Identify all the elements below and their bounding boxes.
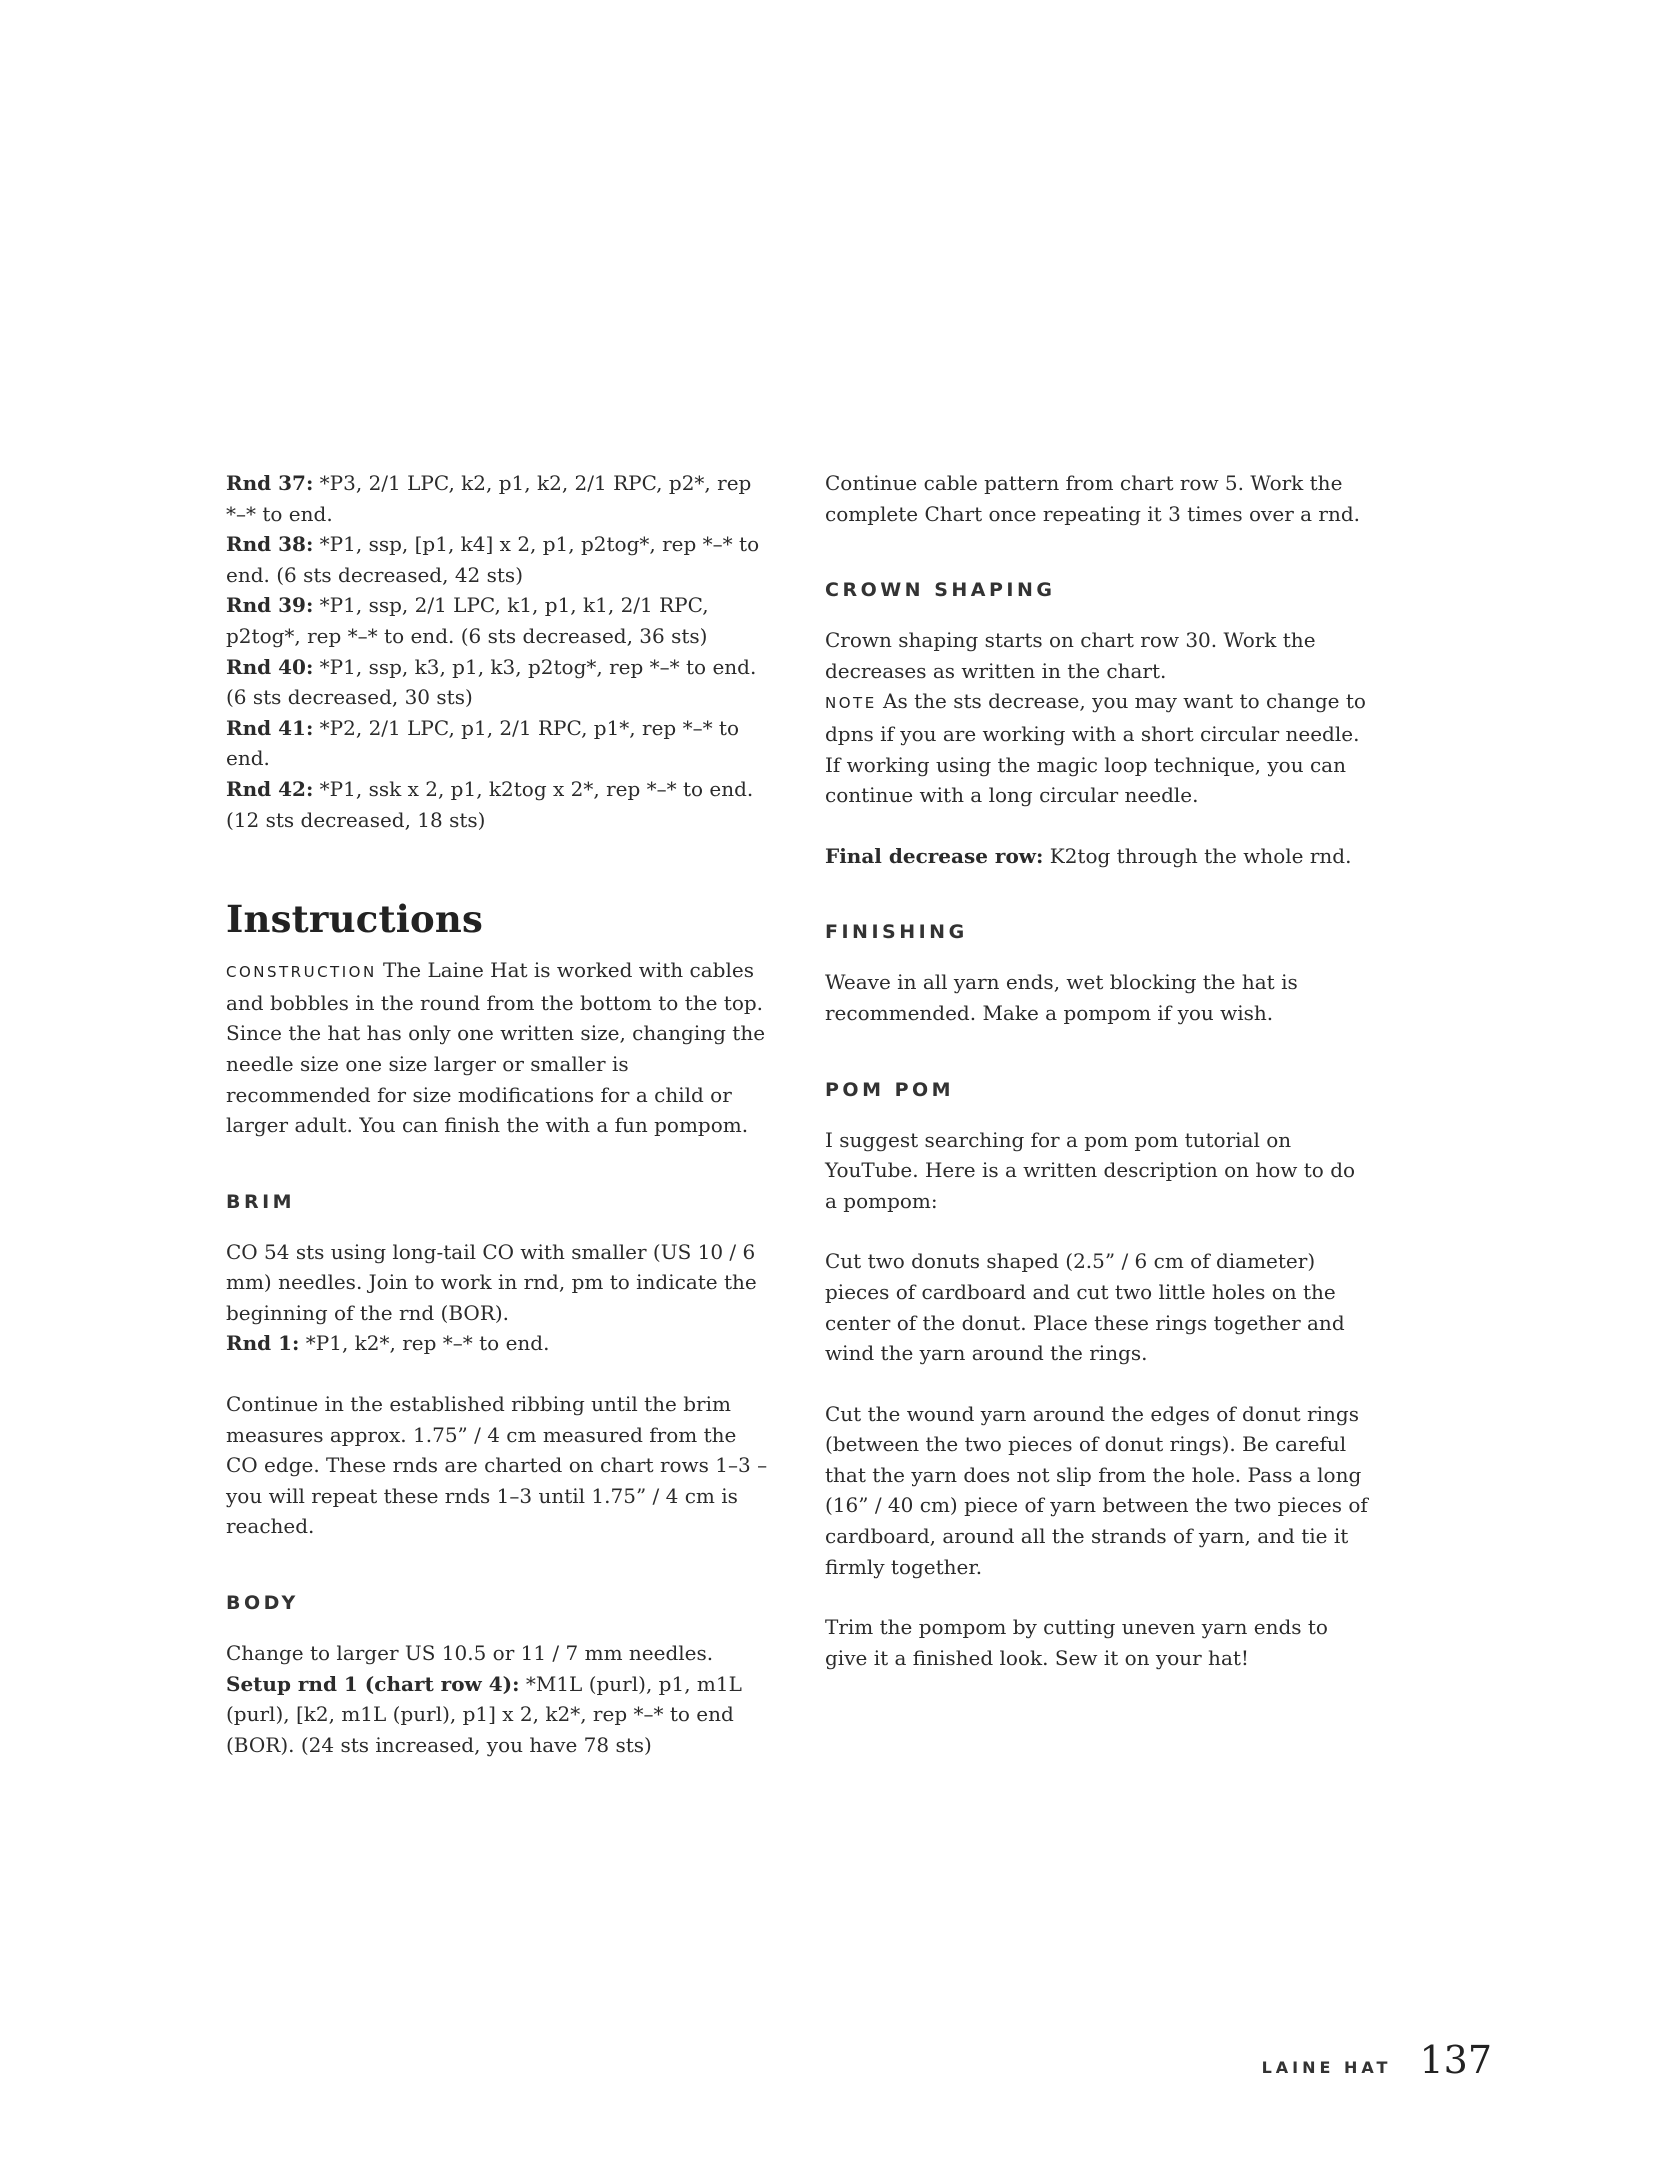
rnd-41 bbox=[226, 713, 771, 774]
running-title: LAINE HAT bbox=[1261, 2058, 1392, 2077]
rnd-text: *P1, ssp, [p1, k4] x 2, p1, p2tog*, rep *–* to end. (6 sts decreased, 42 sts) bbox=[226, 532, 760, 587]
pompom-paragraph-1: I suggest searching for a pom pom tutorial on YouTube. Here is a written description on how to do a pompom: bbox=[825, 1127, 1356, 1213]
finishing-heading: FINISHING bbox=[825, 921, 968, 944]
note-text: As the sts decrease, you may want to change to dpns if you are working with a short circular needle. If working using the magic loop technique, you can continue with a long circular needle. bbox=[825, 689, 1366, 808]
rnd-label: Rnd 38: bbox=[226, 532, 314, 557]
construction-text: The Laine Hat is worked with cables and bobbles in the round from the bottom to the top. Since the hat has only one written size, changing the needle size one size larger or smaller is recommended for size modifications for a child or larger adult. You can finish the with a fun pompom. bbox=[226, 958, 766, 1138]
chart-continue-paragraph: Continue cable pattern from chart row 5. Work the complete Chart once repeating it 3 times over a rnd. bbox=[825, 471, 1360, 526]
brim-heading: BRIM bbox=[226, 1190, 296, 1213]
rnd-text: *P1, ssk x 2, p1, k2tog x 2*, rep *–* to end. (12 sts decreased, 18 sts) bbox=[226, 776, 754, 832]
finishing-paragraph: Weave in all yarn ends, wet blocking the hat is recommended. Make a pompom if you wish. bbox=[825, 970, 1298, 1025]
page-footer bbox=[1262, 2038, 1492, 2082]
rnd-text: *P1, ssp, k3, p1, k3, p2tog*, rep *–* to end. (6 sts decreased, 30 sts) bbox=[226, 654, 757, 710]
rnd-text: *P1, ssp, 2/1 LPC, k1, p1, k1, 2/1 RPC, p2tog*, rep *–* to end. (6 sts decreased, 36 sts) bbox=[226, 593, 709, 648]
crown-paragraph-1: Crown shaping starts on chart row 30. Work the decreases as written in the chart. bbox=[825, 628, 1316, 683]
setup-text: *M1L (purl), p1, m1L (purl), [k2, m1L (purl), p1] x 2, k2*, rep *–* to end (BOR). (24 sts increased, you have 78 sts) bbox=[226, 1671, 742, 1757]
rnd-text: *P2, 2/1 LPC, p1, 2/1 RPC, p1*, rep *–* to end. bbox=[226, 715, 740, 771]
page-number: 137 bbox=[1419, 2038, 1492, 2082]
brim-paragraph-1: CO 54 sts using long-tail CO with smaller (US 10 / 6 mm) needles. Join to work in rnd, pm to indicate the beginning of the rnd (BOR). bbox=[226, 1239, 757, 1325]
rnd-text: *P1, k2*, rep *–* to end. bbox=[299, 1331, 550, 1356]
rnd-label: Rnd 42: bbox=[226, 776, 314, 801]
rnd-37 bbox=[226, 468, 771, 529]
body-setup-rnd bbox=[226, 1669, 771, 1761]
rnd-label: Rnd 40: bbox=[226, 654, 314, 679]
rnd-label: Rnd 39: bbox=[226, 593, 314, 618]
rnd-label: Rnd 37: bbox=[226, 471, 314, 495]
left-column bbox=[226, 468, 771, 1760]
construction-label: CONSTRUCTION bbox=[226, 963, 377, 982]
note-paragraph bbox=[825, 686, 1370, 810]
crown-shaping-heading: CROWN SHAPING bbox=[825, 579, 1056, 602]
rnd-label: Rnd 1: bbox=[226, 1331, 300, 1356]
pompom-paragraph-4: Trim the pompom by cutting uneven yarn ends to give it a finished look. Sew it on your hat! bbox=[825, 1615, 1328, 1670]
setup-label: Setup rnd 1 (chart row 4): bbox=[226, 1671, 520, 1696]
rnd-40 bbox=[226, 652, 771, 713]
rnd-42 bbox=[226, 774, 771, 835]
rnd-38 bbox=[226, 529, 771, 590]
brim-paragraph-2: Continue in the established ribbing until the brim measures approx. 1.75” / 4 cm measured from the CO edge. These rnds are charted on chart rows 1–3 – you will repeat these rnds 1–3 until 1.75” / 4 cm is reached. bbox=[226, 1392, 768, 1539]
rnd-39 bbox=[226, 590, 771, 651]
pompom-heading: POM POM bbox=[825, 1078, 955, 1101]
brim-rnd-1 bbox=[226, 1328, 771, 1359]
body-paragraph-1: Change to larger US 10.5 or 11 / 7 mm needles. bbox=[226, 1641, 714, 1666]
final-text: K2tog through the whole rnd. bbox=[1043, 843, 1352, 868]
final-decrease-row bbox=[825, 841, 1370, 872]
pompom-paragraph-2: Cut two donuts shaped (2.5” / 6 cm of diameter) pieces of cardboard and cut two little holes on the center of the donut. Place these rings together and wind the yarn around the rings. bbox=[825, 1249, 1345, 1366]
construction-paragraph bbox=[226, 955, 771, 1141]
note-label: NOTE bbox=[825, 694, 877, 713]
right-column bbox=[825, 468, 1370, 1673]
final-label: Final decrease row: bbox=[825, 843, 1044, 868]
rnd-label: Rnd 41: bbox=[226, 715, 314, 740]
pompom-paragraph-3: Cut the wound yarn around the edges of donut rings (between the two pieces of donut rings). Be careful that the yarn does not slip from the hole. Pass a long (16” / 40 cm) piece of yarn between the two pieces of cardboard, around all the strands of yarn, and tie it firmly together. bbox=[825, 1401, 1368, 1579]
instructions-title: Instructions bbox=[226, 897, 484, 942]
body-heading: BODY bbox=[226, 1592, 299, 1615]
rnd-text: *P3, 2/1 LPC, k2, p1, k2, 2/1 RPC, p2*, rep *–* to end. bbox=[226, 471, 752, 526]
